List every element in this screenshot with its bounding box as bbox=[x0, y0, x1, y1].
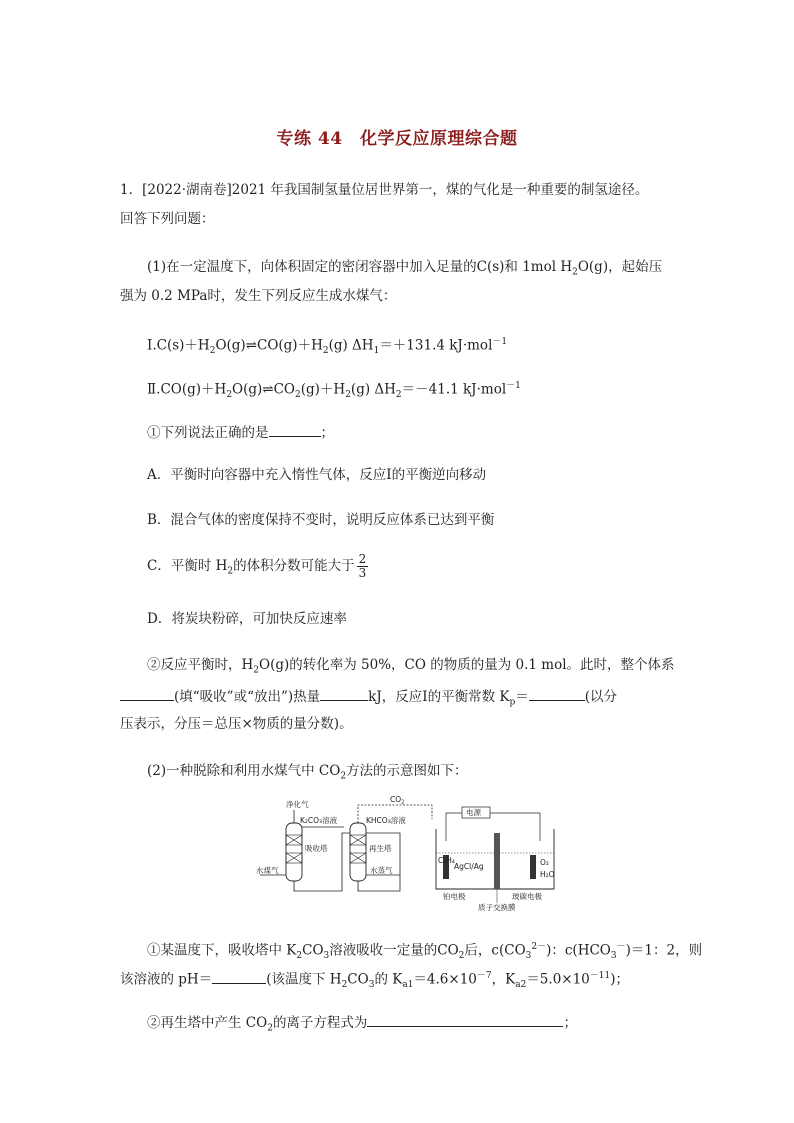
answer-blank[interactable] bbox=[320, 686, 368, 701]
agcl-ag-label: AgCl/Ag bbox=[454, 862, 484, 871]
fraction: $\frac{2}{3}$ bbox=[358, 552, 367, 580]
o2-label: O₂ bbox=[540, 858, 549, 867]
proton-exchange-membrane-label: 质子交换膜 bbox=[478, 903, 516, 912]
electrolytic-cell bbox=[436, 807, 555, 912]
h2o-label: H₂O bbox=[540, 870, 555, 879]
answer-blank[interactable] bbox=[120, 686, 174, 701]
subq-2-1-line2: 该溶液的 pH＝ (该温度下 $H_2CO_3$的 $K_{a1}=4.6\times 10^{-7}$，$K_{a2}=5.0\times 10^{-11}$)； bbox=[120, 967, 629, 994]
answer-blank[interactable] bbox=[212, 969, 266, 984]
reaction-1: $Ⅰ.C(s)+H_2O(g)\rightleftharpoons CO(g)+H_2(g)$ $\Delta H_1=+131.4$ kJ·mol$^{-1}$ bbox=[147, 337, 508, 357]
k2co3-label: K₂CO₃溶液 bbox=[300, 816, 338, 825]
reaction-2: $Ⅱ.CO(g)+H_2O(g)\rightleftharpoons CO_2(g)+H_2(g)$ $\Delta H_2=-41.1$ kJ·mol$^{-1}$ bbox=[147, 381, 521, 401]
part1-line2: 强为 0.2 MPa时，发生下列反应生成水煤气： bbox=[120, 288, 397, 304]
option-b: B．混合气体的密度保持不变时，说明反应体系已达到平衡 bbox=[147, 512, 495, 528]
absorber-label: 吸收塔 bbox=[305, 844, 328, 853]
subq-2-line1: ②反应平衡时，$H_2O(g)$的转化率为 50%，CO 的物质的量为 0.1 mol。此时，整个体系 bbox=[147, 657, 675, 676]
co2-label: $CO_2$ bbox=[390, 795, 405, 806]
regenerator-label: 再生塔 bbox=[369, 844, 392, 853]
subq-2-1-line1: ①某温度下，吸收塔中 $K_2CO_3$溶液吸收一定量的$CO_2$后，$c(CO_3^{2-})$：$c(HCO_3^-)=1$：2，则 bbox=[147, 942, 703, 962]
absorber-tower bbox=[286, 823, 328, 881]
water-gas-label: 水煤气 bbox=[256, 866, 279, 875]
answer-blank[interactable] bbox=[529, 686, 585, 701]
option-c: C．平衡时 $H_2$的体积分数可能大于 $\frac{2}{3}$ bbox=[147, 552, 367, 580]
power-source-label: 电源 bbox=[466, 808, 481, 817]
purified-gas-label: 净化气 bbox=[286, 800, 309, 809]
part2-line: (2)一种脱除和利用水煤气中 $CO_2$方法的示意图如下： bbox=[147, 763, 468, 782]
subq-2-line2: (填“吸收”或“放出”)热量 kJ，反应Ⅰ的平衡常数 $K_p=$ (以分 bbox=[120, 686, 617, 712]
pt-electrode-label: 铂电极 bbox=[443, 892, 466, 901]
page-title: 专练 44 化学反应原理综合题 bbox=[276, 129, 518, 149]
subq-2-2: ②再生塔中产生 $CO_2$的离子方程式为 ； bbox=[147, 1012, 577, 1038]
q1-intro-line2: 回答下列问题： bbox=[120, 211, 215, 227]
option-d: D．将炭块粉碎，可加快反应速率 bbox=[147, 611, 347, 627]
steam-label: 水蒸气 bbox=[370, 866, 393, 875]
glassy-carbon-electrode-label: 玻碳电极 bbox=[512, 892, 542, 901]
answer-blank[interactable] bbox=[269, 422, 321, 437]
part1-line1: (1)在一定温度下，向体积固定的密闭容器中加入足量的C(s)和 1mol $H_2O(g)$，起始压 bbox=[147, 259, 663, 278]
small-label: C₂H₄ bbox=[438, 856, 455, 865]
khco3-label: KHCO₃溶液 bbox=[366, 816, 406, 825]
subq-1: ①下列说法正确的是 ； bbox=[147, 422, 334, 442]
answer-blank[interactable] bbox=[367, 1012, 563, 1027]
co2-removal-diagram bbox=[250, 793, 570, 913]
option-a: A．平衡时向容器中充入惰性气体，反应Ⅰ的平衡逆向移动 bbox=[147, 467, 487, 483]
q1-intro-line1: 1．[2022·湖南卷]2021 年我国制氢量位居世界第一，煤的气化是一种重要的制氢途径。 bbox=[120, 182, 649, 198]
subq-2-line3: 压表示，分压＝总压×物质的量分数)。 bbox=[120, 716, 353, 732]
